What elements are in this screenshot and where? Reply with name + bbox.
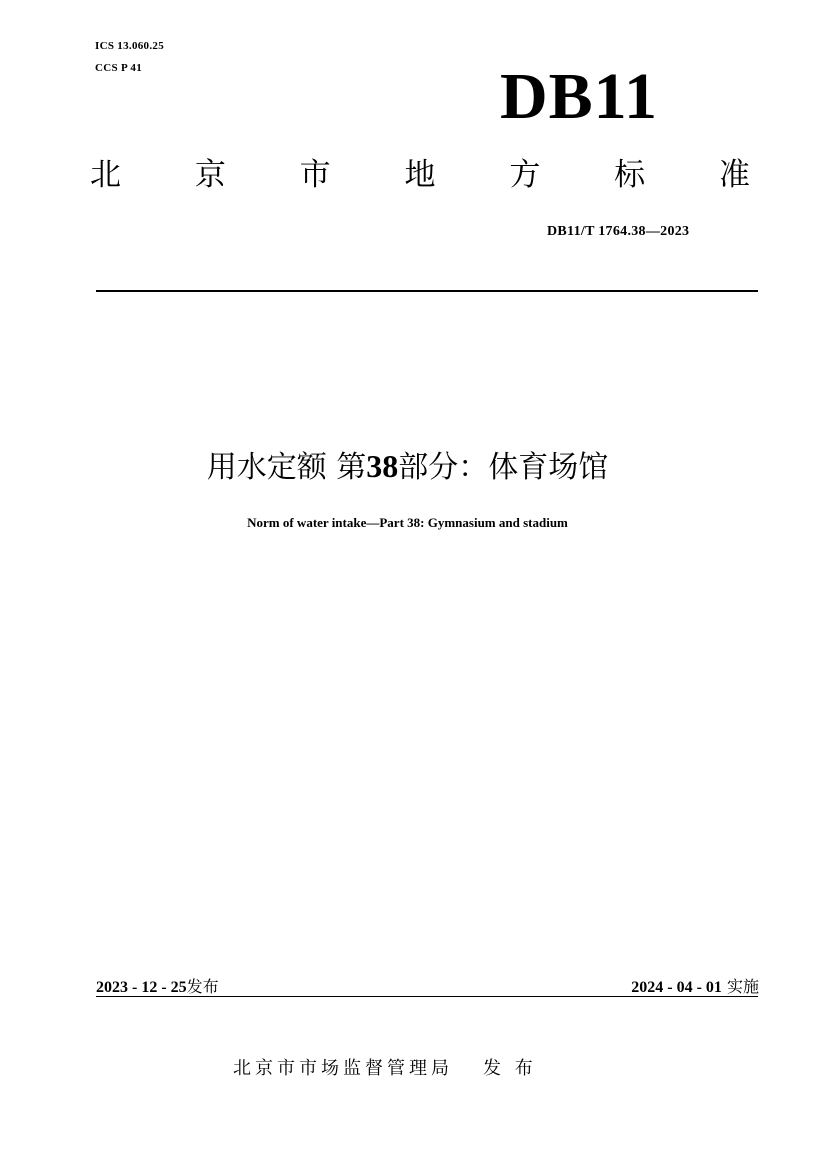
db11-logo: DB11 bbox=[500, 60, 659, 133]
issue-label: 发布 bbox=[186, 977, 219, 996]
issue-date-value: 2023 - 12 - 25 bbox=[96, 979, 187, 996]
ics-code: ICS 13.060.25 bbox=[95, 40, 164, 52]
title-chinese-prefix: 用水定额 第 bbox=[206, 450, 367, 485]
top-divider bbox=[96, 290, 758, 292]
implementation-date-value: 2024 - 04 - 01 bbox=[631, 979, 722, 996]
issue-date bbox=[96, 974, 219, 997]
standard-type-char: 北 bbox=[90, 157, 121, 193]
standard-type-char: 市 bbox=[299, 157, 331, 193]
title-chinese bbox=[0, 447, 815, 486]
standard-type-char: 方 bbox=[509, 157, 541, 193]
standard-type-char: 标 bbox=[614, 157, 646, 193]
title-part-number: 38 bbox=[366, 448, 399, 484]
bottom-divider bbox=[96, 996, 758, 997]
standard-type-title bbox=[90, 157, 750, 193]
ccs-code: CCS P 41 bbox=[95, 62, 143, 74]
implementation-label: 实施 bbox=[726, 977, 759, 996]
title-english: Norm of water intake—Part 38: Gymnasium and stadium bbox=[247, 515, 568, 530]
standard-type-char: 准 bbox=[718, 157, 750, 193]
publisher-name: 北京市市场监督管理局 bbox=[233, 1058, 453, 1079]
publisher-action: 发 布 bbox=[483, 1058, 537, 1079]
title-chinese-suffix: 部分：体育场馆 bbox=[398, 450, 609, 485]
publisher-line bbox=[233, 1054, 537, 1080]
standard-type-char: 京 bbox=[194, 157, 226, 193]
standard-type-char: 地 bbox=[404, 157, 436, 193]
standard-number: DB11/T 1764.38—2023 bbox=[547, 224, 690, 239]
implementation-date bbox=[631, 974, 759, 997]
